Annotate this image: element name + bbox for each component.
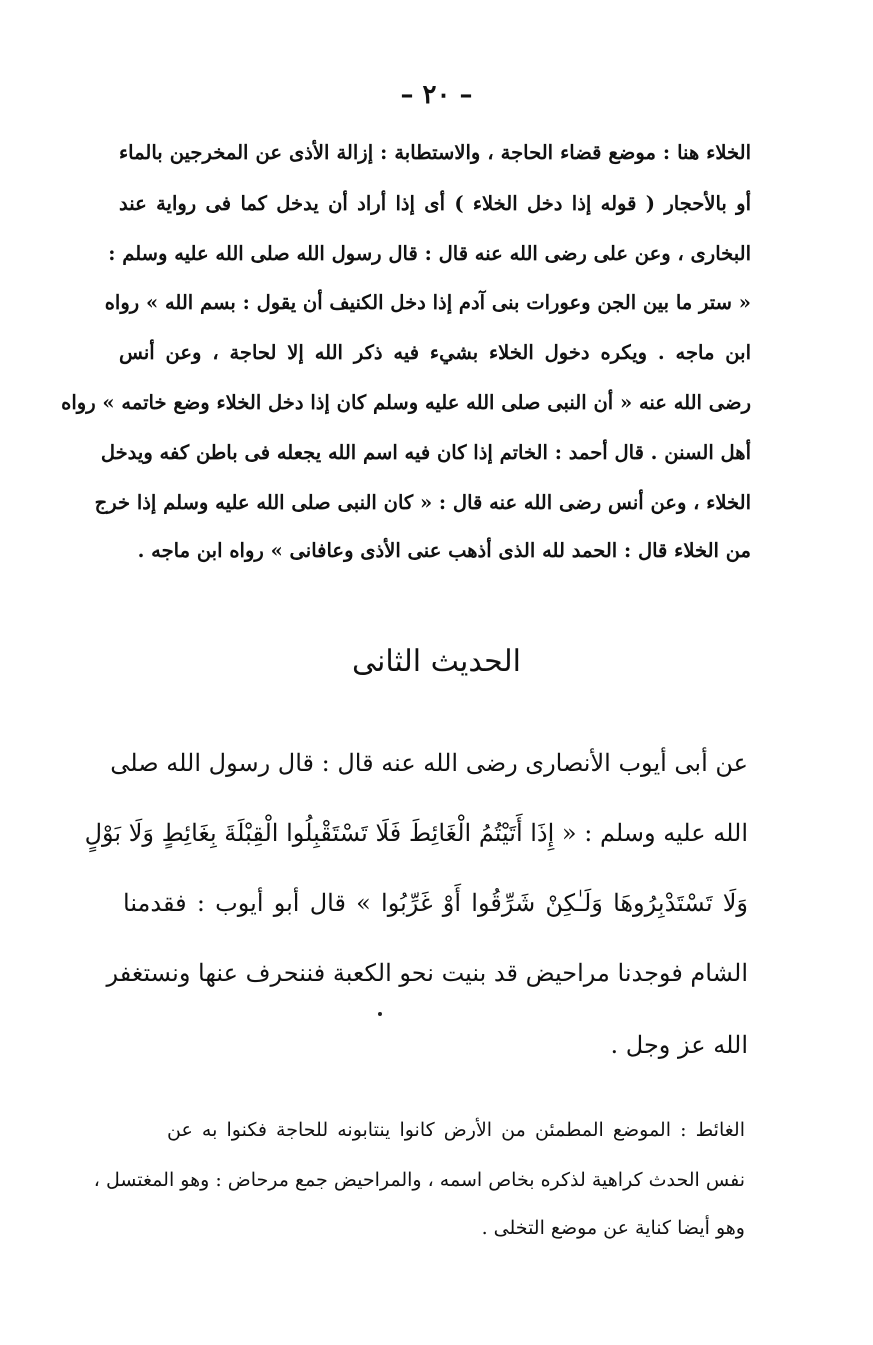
hadith-line: الله عز وجل . <box>610 1031 748 1059</box>
section-heading: الحديث الثانى <box>352 644 521 679</box>
hadith-line: وَلَا تَسْتَدْبِرُوهَا وَلَـٰكِنْ شَرِّقُوا أَوْ غَرِّبُوا » قال أبو أيوب : فقدمنا <box>123 889 748 917</box>
notes-top-line: ابن ماجه . ويكره دخول الخلاء بشيء فيه ذكر الله إلا لحاجة ، وعن أنس <box>119 341 751 364</box>
stray-ink-dot <box>378 1012 382 1016</box>
notes-top-line: البخارى ، وعن على رضى الله عنه قال : قال رسول الله صلى الله عليه وسلم : <box>108 242 751 265</box>
notes-top-line: الخلاء ، وعن أنس رضى الله عنه قال : « كان النبى صلى الله عليه وسلم إذا خرج <box>94 491 751 514</box>
notes-top-line: رضى الله عنه « أن النبى صلى الله عليه وسلم كان إذا دخل الخلاء وضع خاتمه » رواه <box>61 391 751 414</box>
hadith-body <box>84 735 748 1075</box>
notes-top-line: أهل السنن . قال أحمد : الخاتم إذا كان فيه اسم الله يجعله فى باطن كفه ويدخل <box>100 441 751 464</box>
notes-bottom-line: وهو أيضا كناية عن موضع التخلى . <box>481 1217 745 1239</box>
notes-top-line: الخلاء هنا : موضع قضاء الحاجة ، والاستطابة : إزالة الأذى عن المخرجين بالماء <box>119 141 751 164</box>
hadith-line: الشام فوجدنا مراحيض قد بنيت نحو الكعبة فننحرف عنها ونستغفر <box>106 959 748 987</box>
notes-top-line: « ستر ما بين الجن وعورات بنى آدم إذا دخل الكنيف أن يقول : بسم الله » رواه <box>104 291 751 314</box>
hadith-line: الله عليه وسلم : « إِذَا أَتَيْتُمُ الْغَائِطَ فَلَا تَسْتَقْبِلُوا الْقِبْلَةَ بِغَائِطٍ وَلَا بَوْلٍ <box>84 819 748 847</box>
notes-top-line: من الخلاء قال : الحمد لله الذى أذهب عنى الأذى وعافانى » رواه ابن ماجه . <box>137 539 751 562</box>
notes-bottom <box>93 1105 745 1255</box>
notes-top <box>61 133 751 573</box>
notes-top-line: أو بالأحجار ( قوله إذا دخل الخلاء ) أى إذا أراد أن يدخل كما فى رواية عند <box>119 192 751 215</box>
notes-bottom-line: نفس الحدث كراهية لذكره بخاص اسمه ، والمراحيض جمع مرحاض : وهو المغتسل ، <box>93 1169 745 1191</box>
notes-bottom-line: الغائط : الموضع المطمئن من الأرض كانوا ينتابونه للحاجة فكنوا به عن <box>167 1119 745 1141</box>
page-number: – ٢٠ – <box>400 80 473 110</box>
hadith-line: عن أبى أيوب الأنصارى رضى الله عنه قال : قال رسول الله صلى <box>110 749 748 777</box>
